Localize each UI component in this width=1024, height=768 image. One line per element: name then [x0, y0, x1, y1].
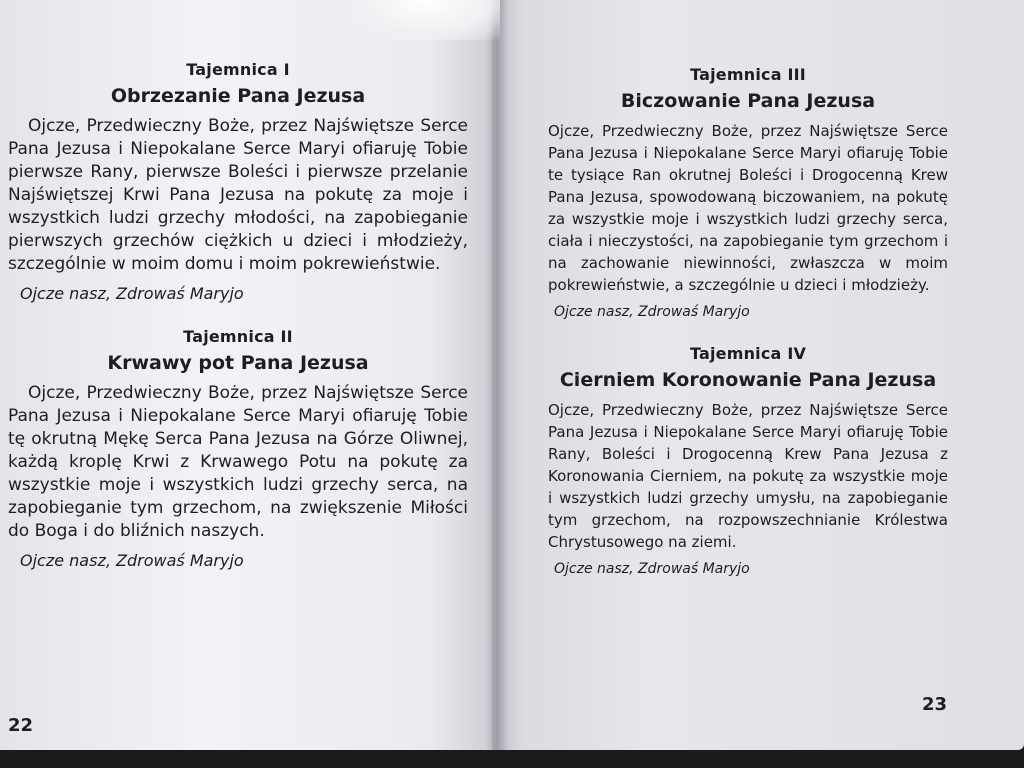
prayer-closing: Ojcze nasz, Zdrowaś Maryjo [554, 304, 750, 320]
prayer-closing: Ojcze nasz, Zdrowaś Maryjo [554, 561, 750, 577]
prayer-closing: Ojcze nasz, Zdrowaś Maryjo [20, 284, 244, 303]
book-gutter [486, 0, 508, 750]
mystery-title: Biczowanie Pana Jezusa [620, 90, 876, 112]
mystery-section [548, 65, 948, 320]
page-number-right: 23 [922, 694, 948, 715]
prayer-closing: Ojcze nasz, Zdrowaś Maryjo [20, 551, 244, 570]
prayer-text: Ojcze, Przedwieczny Boże, przez Najświętsze Serce Pana Jezusa i Niepokalane Serce Maryi ofiaruję Tobie Rany, Boleści i Drogocenną Krew Pana Jezusa z Koronowania Cierniem, na pokutę za wszystkie moje i wszystkich ludzi grzechy umysłu, na zapobieganie tym grzechom, na rozpowszechnianie Królestwa Chrystusowego na ziemi. [548, 401, 948, 551]
mystery-label: Tajemnica II [183, 327, 293, 346]
mystery-section [548, 344, 948, 577]
prayer-text: Ojcze, Przedwieczny Boże, przez Najświętsze Serce Pana Jezusa i Niepokalane Serce Maryi ofiaruję Tobie tę okrutną Mękę Serca Pana Jezusa na Górze Oliwnej, każdą kroplę Krwi z Krwawego Potu na pokutę za wszystkie moje i wszystkich ludzi grzechy serca, na zapobieganie tym grzechom, na zwiększenie Miłości do Boga i do bliźnich naszych. [8, 383, 468, 541]
mystery-title: Cierniem Koronowanie Pana Jezusa [559, 369, 937, 391]
mystery-title: Krwawy pot Pana Jezusa [107, 352, 369, 374]
right-page-text [548, 65, 948, 577]
prayer-text: Ojcze, Przedwieczny Boże, przez Najświętsze Serce Pana Jezusa i Niepokalane Serce Maryi ofiaruję Tobie pierwsze Rany, pierwsze Boleści i pierwsze przelanie Najświętszej Krwi Pana Jezusa na pokutę za moje i wszystkich ludzi grzechy młodości, na zapobieganie pierwszych grzechów ciężkich u dzieci i młodzieży, szczególnie w moim domu i moim pokrewieństwie. [8, 116, 468, 274]
prayer-text: Ojcze, Przedwieczny Boże, przez Najświętsze Serce Pana Jezusa i Niepokalane Serce Maryi ofiaruję Tobie te tysiące Ran okrutnej Boleści i Drogocenną Krew Pana Jezusa, spowodowaną biczowaniem, na pokutę za wszystkie moje i wszystkich ludzi grzechy serca, ciała i nieczystości, na zapobieganie tym grzechom i na zachowanie niewinności, zwłaszcza w moim pokrewieństwie, a szczególnie u dzieci i młodzieży. [548, 122, 948, 294]
mystery-label: Tajemnica III [690, 65, 806, 84]
mystery-label: Tajemnica IV [689, 344, 807, 363]
mystery-title: Obrzezanie Pana Jezusa [110, 85, 366, 107]
mystery-section [8, 60, 468, 303]
left-page-text [8, 60, 468, 570]
background-cloth [350, 0, 500, 40]
mystery-label: Tajemnica I [186, 60, 290, 79]
page-number-left: 22 [8, 715, 34, 736]
mystery-section [8, 327, 468, 570]
